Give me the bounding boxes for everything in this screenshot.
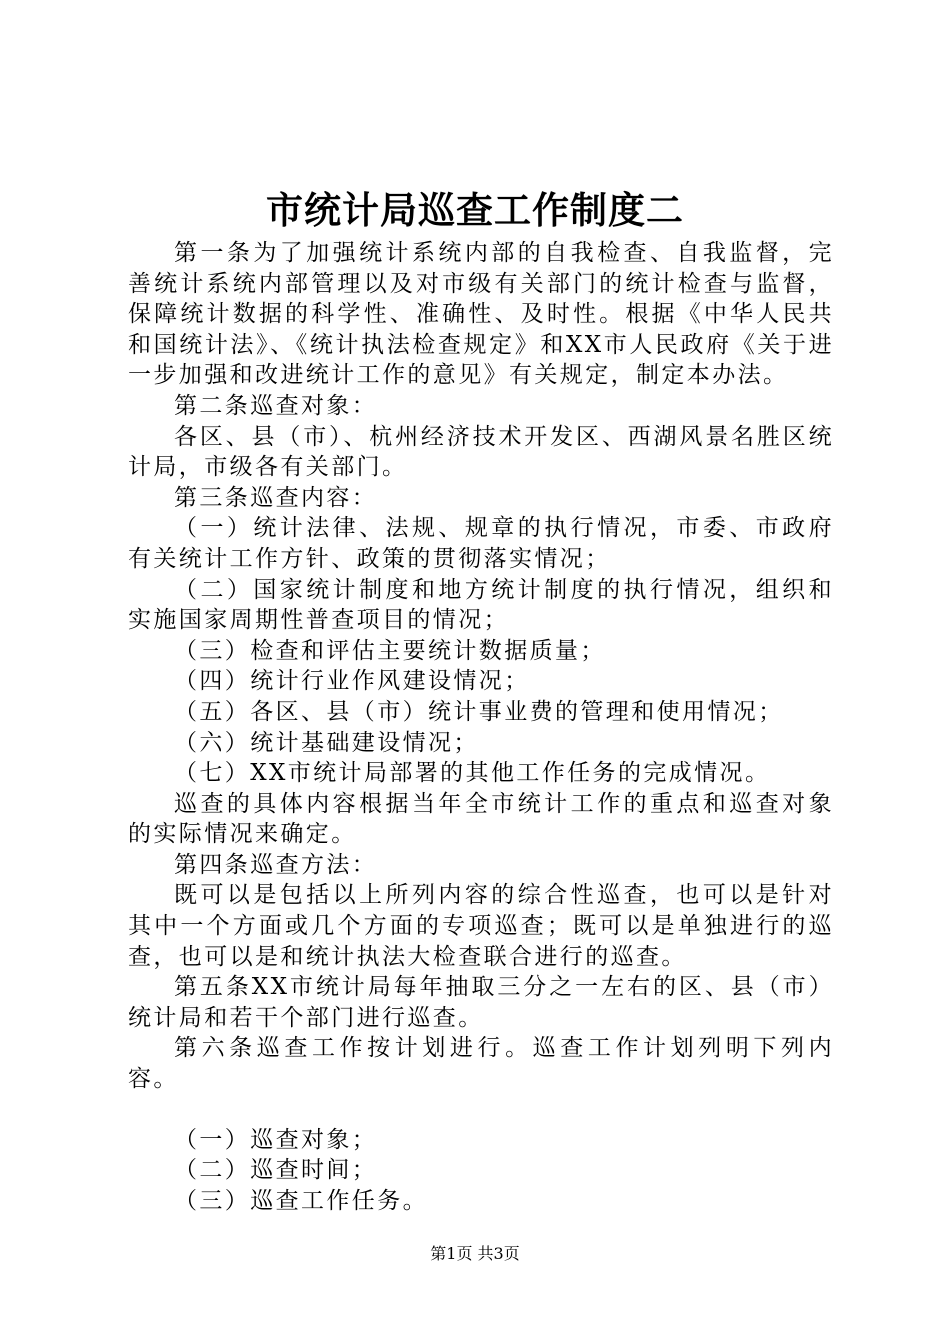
page-footer: 第1页 共3页	[430, 1244, 520, 1263]
paragraph-content-item-7: （七）XX市统计局部署的其他工作任务的完成情况。	[174, 760, 771, 787]
paragraph-content-item-2: （二）国家统计制度和地方统计制度的执行情况，组织和实施国家周期性普查项目的情况；	[128, 576, 834, 634]
paragraph-article-4-heading: 第四条巡查方法：	[174, 851, 378, 878]
document-body	[128, 238, 834, 1216]
paragraph-content-item-4: （四）统计行业作风建设情况；	[174, 668, 530, 695]
paragraph-article-2-heading: 第二条巡查对象：	[174, 392, 378, 419]
document-title: 市统计局巡查工作制度二	[266, 188, 684, 232]
paragraph-article-6: 第六条巡查工作按计划进行。巡查工作计划列明下列内容。	[128, 1035, 834, 1093]
paragraph-content-item-6: （六）统计基础建设情况；	[174, 729, 479, 756]
paragraph-article-1: 第一条为了加强统计系统内部的自我检查、自我监督，完善统计系统内部管理以及对市级有关部门的统计检查与监督，保障统计数据的科学性、准确性、及时性。根据《中华人民共和国统计法》、《统计执法检查规定》和XX市人民政府《关于进一步加强和改进统计工作的意见》有关规定，制定本办法。	[128, 240, 834, 389]
paragraph-content-item-1: （一）统计法律、法规、规章的执行情况，市委、市政府有关统计工作方针、政策的贯彻落实情况；	[128, 515, 834, 572]
paragraph-inspection-targets: 各区、县（市）、杭州经济技术开发区、西湖风景名胜区统计局，市级各有关部门。	[128, 423, 834, 481]
paragraph-content-note: 巡查的具体内容根据当年全市统计工作的重点和巡查对象的实际情况来确定。	[128, 790, 834, 848]
paragraph-plan-item-2: （二）巡查时间；	[174, 1157, 378, 1184]
paragraph-content-item-3: （三）检查和评估主要统计数据质量；	[174, 637, 606, 664]
paragraph-article-3-heading: 第三条巡查内容：	[174, 484, 378, 511]
paragraph-inspection-methods: 既可以是包括以上所列内容的综合性巡查，也可以是针对其中一个方面或几个方面的专项巡查；既可以是单独进行的巡查，也可以是和统计执法大检查联合进行的巡查。	[128, 882, 834, 970]
paragraph-content-item-5: （五）各区、县（市）统计事业费的管理和使用情况；	[174, 698, 784, 725]
paragraph-plan-item-3: （三）巡查工作任务。	[174, 1187, 428, 1214]
paragraph-plan-item-1: （一）巡查对象；	[174, 1126, 378, 1153]
paragraph-article-5: 第五条XX市统计局每年抽取三分之一左右的区、县（市）统计局和若干个部门进行巡查。	[128, 974, 834, 1031]
